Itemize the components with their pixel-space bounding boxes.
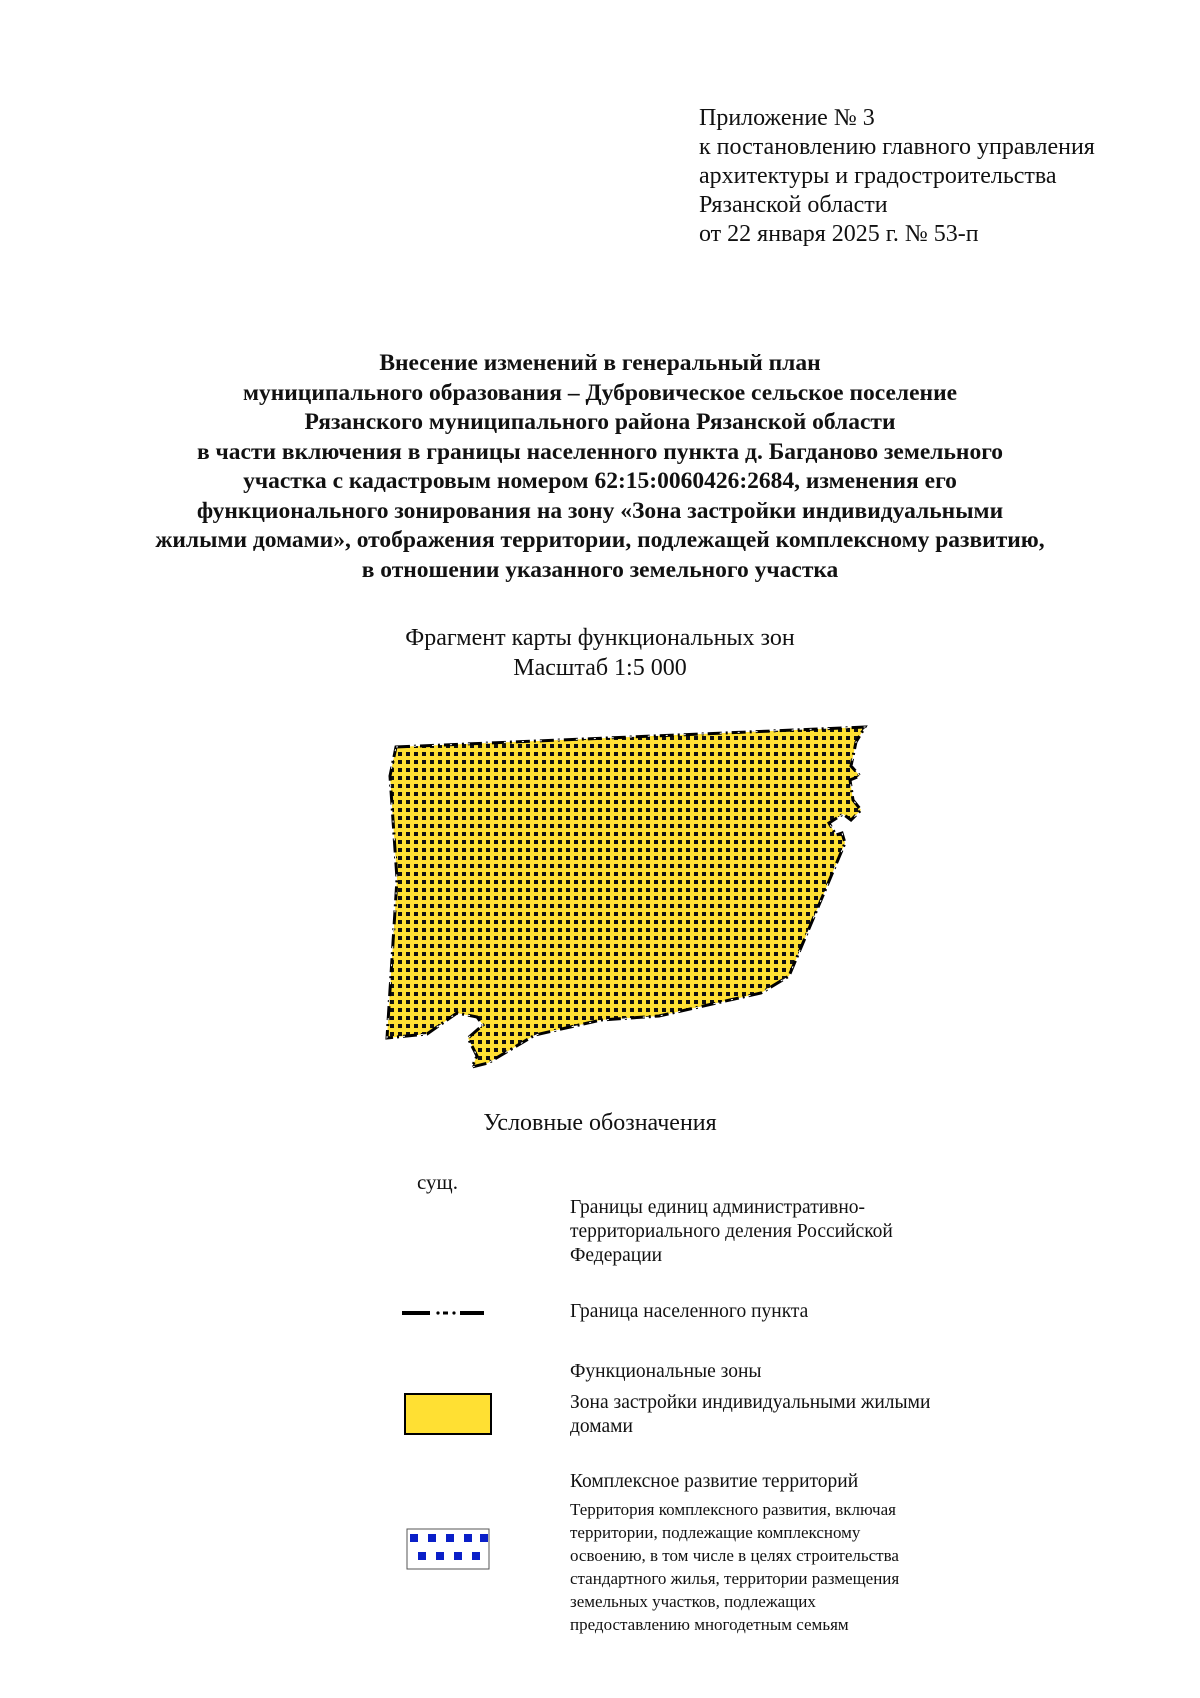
legend-line: Территория комплексного развития, включая (570, 1500, 896, 1519)
map-subtitle (300, 623, 900, 683)
residential-zone-swatch (404, 1393, 492, 1435)
existing-label: сущ. (417, 1170, 458, 1194)
legend-line: предоставлению многодетным семьям (570, 1615, 849, 1634)
functional-zones-heading: Функциональные зоны (570, 1361, 762, 1382)
zone-polygon (387, 727, 865, 1067)
title-line: Внесение изменений в генеральный план (379, 350, 821, 376)
complex-development-description (570, 1498, 899, 1636)
settlement-border-symbol (400, 1306, 486, 1320)
legend-line: Границы единиц административно- (570, 1197, 866, 1218)
appendix-line: Рязанской области (699, 192, 888, 218)
legend-line: Зона застройки индивидуальными жилыми (570, 1392, 931, 1413)
settlement-border-label: Граница населенного пункта (570, 1301, 809, 1322)
title-line: жилыми домами», отображения территории, подлежащей комплексному развитию, (155, 527, 1045, 553)
legend-title: Условные обозначения (483, 1110, 717, 1136)
title-line: муниципального образования – Дубровическое сельское поселение (242, 379, 958, 406)
complex-development-heading: Комплексное развитие территорий (570, 1471, 859, 1492)
title-line: Рязанского муниципального района Рязанской области (304, 409, 896, 435)
appendix-date: от 22 января 2025 г. № 53-п (699, 221, 979, 247)
legend-line: стандартного жилья, территории размещения (570, 1569, 900, 1588)
map-fragment (380, 718, 880, 1088)
legend-line: территориального деления Российской (570, 1221, 893, 1242)
document-title (100, 349, 1100, 585)
title-line: участка с кадастровым номером 62:15:0060426:2684, изменения его (243, 468, 957, 494)
residential-zone-description (570, 1391, 930, 1439)
legend-line: Федерации (570, 1245, 663, 1266)
map-scale: Масштаб 1:5 000 (513, 655, 687, 681)
legend-line: земельных участков, подлежащих (570, 1592, 816, 1611)
map-fragment-caption: Фрагмент карты функциональных зон (405, 625, 795, 651)
appendix-number: Приложение № 3 (699, 105, 875, 131)
appendix-header (699, 104, 1095, 249)
appendix-line: к постановлению главного управления (699, 134, 1095, 160)
appendix-line: архитектуры и градостроительства (699, 163, 1057, 189)
complex-development-swatch (406, 1528, 490, 1570)
legend-line: освоению, в том числе в целях строительства (570, 1546, 899, 1565)
title-line: в части включения в границы населенного пункта д. Багданово земельного (196, 438, 1004, 465)
legend-line: домами (570, 1416, 633, 1437)
title-line: функционального зонирования на зону «Зона застройки индивидуальными (196, 497, 1004, 524)
legend-line: территории, подлежащие комплексному (570, 1523, 861, 1542)
title-line: в отношении указанного земельного участка (361, 556, 839, 583)
admin-border-description (570, 1196, 893, 1268)
